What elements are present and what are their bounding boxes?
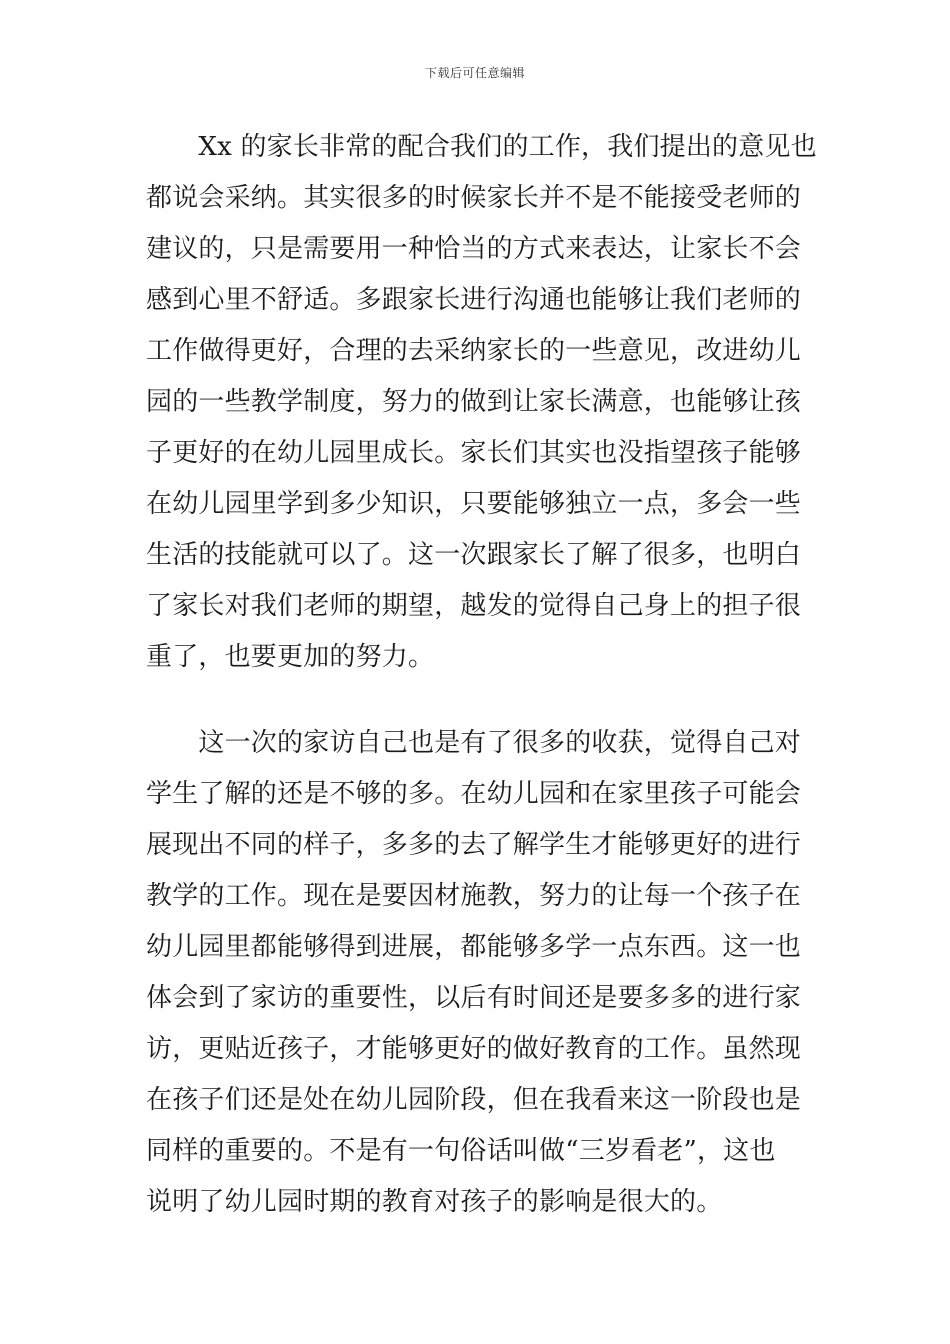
paragraph-2 — [146, 718, 806, 1228]
page-header: 下载后可任意编辑 — [424, 66, 525, 80]
paragraph-line: 幼儿园里都能够得到进展，都能够多学一点东西。这一也 — [146, 932, 802, 962]
paragraph-line: 工作做得更好，合理的去采纳家长的一些意见，改进幼儿 — [146, 336, 802, 366]
paragraph-line: 都说会采纳。其实很多的时候家长并不是不能接受老师的 — [146, 183, 802, 213]
paragraph-line: 园的一些教学制度，努力的做到让家长满意，也能够让孩 — [146, 387, 802, 417]
paragraph-line: 这一次的家访自己也是有了很多的收获，觉得自己对 — [146, 728, 802, 758]
paragraph-line: 体会到了家访的重要性，以后有时间还是要多多的进行家 — [146, 983, 802, 1013]
paragraph-line: 同样的重要的。不是有一句俗话叫做“三岁看老”，这也 — [146, 1136, 776, 1166]
paragraph-line: 教学的工作。现在是要因材施教，努力的让每一个孩子在 — [146, 881, 802, 911]
paragraph-1 — [146, 122, 817, 683]
paragraph-line: 访，更贴近孩子，才能够更好的做好教育的工作。虽然现 — [146, 1034, 802, 1064]
paragraph-line: 在孩子们还是处在幼儿园阶段，但在我看来这一阶段也是 — [146, 1085, 802, 1115]
paragraph-line: 感到心里不舒适。多跟家长进行沟通也能够让我们老师的 — [146, 285, 802, 315]
paragraph-line: 展现出不同的样子，多多的去了解学生才能够更好的进行 — [146, 830, 802, 860]
paragraph-line: 子更好的在幼儿园里成长。家长们其实也没指望孩子能够 — [146, 438, 802, 468]
paragraph-line: 建议的，只是需要用一种恰当的方式来表达，让家长不会 — [146, 234, 802, 264]
paragraph-line: 生活的技能就可以了。这一次跟家长了解了很多，也明白 — [146, 540, 802, 570]
paragraph-line: 学生了解的还是不够的多。在幼儿园和在家里孩子可能会 — [146, 779, 802, 809]
paragraph-line: 了家长对我们老师的期望，越发的觉得自己身上的担子很 — [146, 591, 802, 621]
paragraph-line: Xx 的家长非常的配合我们的工作，我们提出的意见也 — [146, 132, 817, 162]
paragraph-line: 说明了幼儿园时期的教育对孩子的影响是很大的。 — [146, 1187, 723, 1217]
paragraph-line: 在幼儿园里学到多少知识，只要能够独立一点，多会一些 — [146, 489, 802, 519]
paragraph-line: 重了，也要更加的努力。 — [146, 642, 435, 672]
